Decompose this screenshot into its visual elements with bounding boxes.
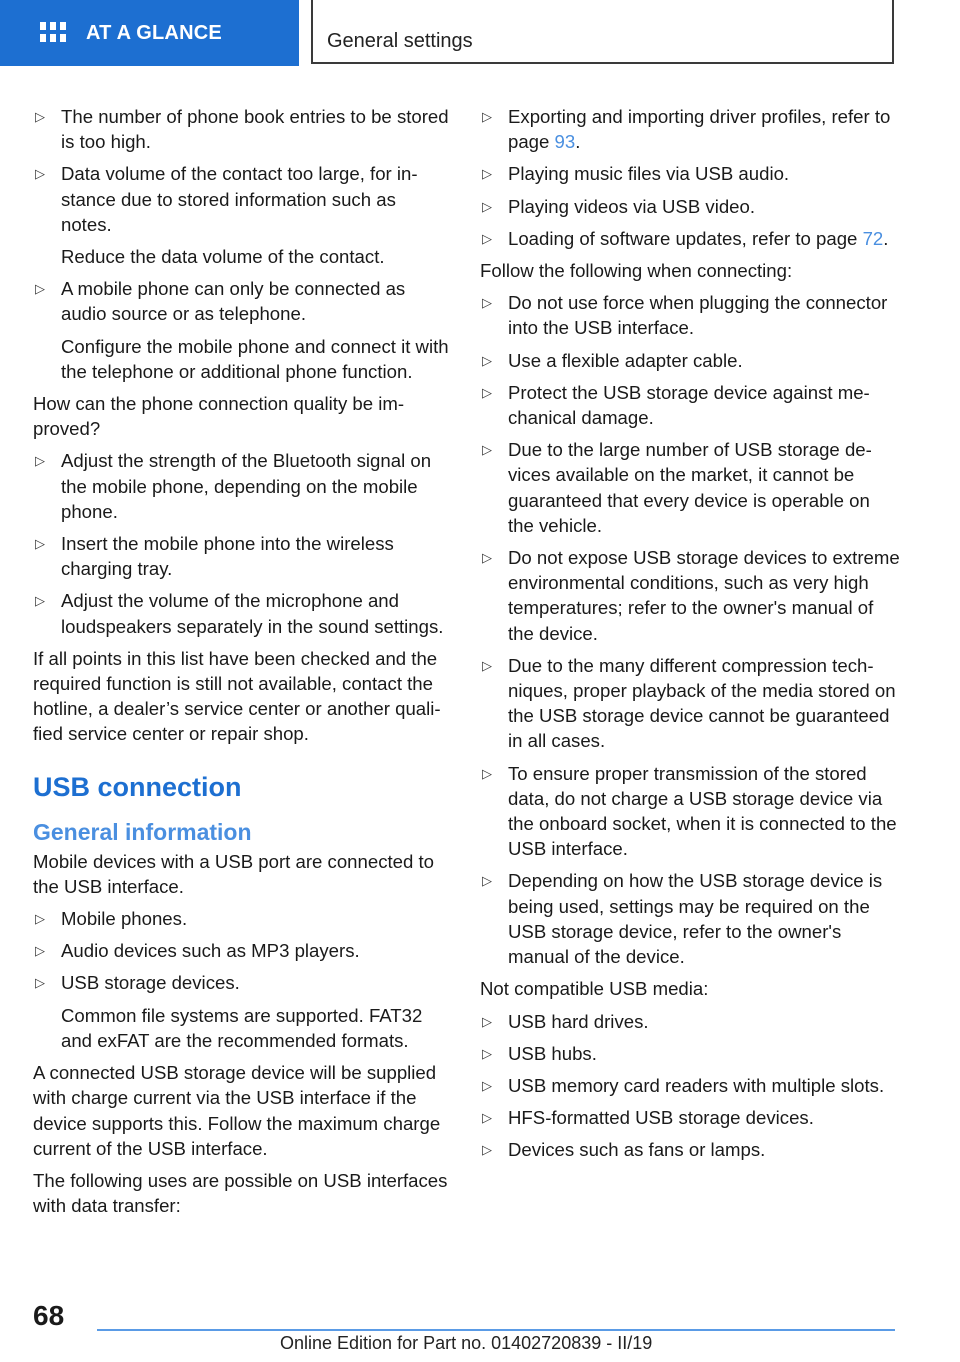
list-item: ▷ Depending on how the USB storage device is being used, settings may be required on the USB storage device, refer to the owner's manual of the device. (482, 870, 883, 968)
paragraph-hotline: If all points in this list have been checked and the required function is still not available, contact the hotline, a dealer’s service center or another qualified service center or repair shop. (33, 647, 441, 745)
triangle-right-icon: ▷ (482, 295, 492, 311)
triangle-right-icon: ▷ (35, 593, 45, 609)
paragraph-not-compatible: Not compatible USB media: (480, 978, 709, 1000)
triangle-right-icon: ▷ (482, 230, 492, 246)
list-item: ▷ The number of phone book entries to be stored is too high. (35, 106, 449, 153)
grid-icon (40, 22, 66, 44)
at-a-glance-tab[interactable] (0, 0, 299, 66)
problem-list (33, 104, 451, 384)
page-link-93[interactable]: 93 (554, 131, 576, 153)
paragraph-charge: A connected USB storage device will be supplied with charge current via the USB interface if the device supports this. Follow the maximum charge current of the USB interface. (33, 1062, 441, 1159)
list-item: ▷ A mobile phone can only be connected as audio source or as telephone. Configure the mobile phone and connect it with the telephone or additional phone function. (33, 276, 451, 384)
paragraph-mobile-devices: Mobile devices with a USB port are connected to the USB interface. (33, 850, 435, 897)
triangle-right-icon: ▷ (35, 911, 45, 927)
triangle-right-icon: ▷ (482, 1110, 492, 1126)
quality-list (33, 448, 451, 638)
list-item: ▷ USB hard drives. (480, 1009, 900, 1034)
list-item: ▷ USB hubs. (480, 1041, 900, 1066)
list-item-note: Common file systems are supported. FAT32 and exFAT are the recommended formats. (61, 1004, 423, 1051)
list-item: ▷ Due to the many different compression techniques, proper playback of the media stored on the USB storage device cannot be guaranteed in all cases. (482, 654, 896, 752)
list-item: ▷ Due to the large number of USB storage devices available on the market, it cannot be guaranteed that every device is operable on the vehicle. (482, 439, 872, 536)
triangle-right-icon: ▷ (482, 166, 492, 182)
triangle-right-icon: ▷ (482, 352, 492, 368)
list-item-note: Configure the mobile phone and connect it with the telephone or additional phone function. (61, 335, 449, 382)
list-item: ▷ Data volume of the contact too large, for instance due to stored information such as notes. Reduce the data volume of the contact. (33, 161, 451, 269)
heading-general-information: General information (33, 818, 252, 845)
triangle-right-icon: ▷ (482, 109, 492, 124)
page-number: 68 (33, 1300, 65, 1331)
paragraph-follow: Follow the following when connecting: (480, 260, 793, 282)
triangle-right-icon: ▷ (35, 166, 45, 182)
right-column (480, 104, 900, 1170)
uses-list (480, 104, 900, 251)
triangle-right-icon: ▷ (482, 765, 492, 781)
list-item: ▷ Exporting and importing driver profiles, refer to page 93. (482, 106, 891, 153)
section-tab[interactable] (311, 0, 894, 64)
triangle-right-icon: ▷ (482, 1077, 492, 1093)
list-item: ▷ Protect the USB storage device against mechanical damage. (482, 381, 870, 429)
triangle-right-icon: ▷ (35, 453, 45, 469)
triangle-right-icon: ▷ (482, 1045, 492, 1061)
connecting-list (480, 290, 900, 969)
list-item: ▷ USB storage devices. Common file systems are supported. FAT32 and exFAT are the recommended formats. (33, 970, 451, 1053)
not-compatible-list (480, 1009, 900, 1163)
list-item: ▷ Do not use force when plugging the connector into the USB interface. (482, 292, 888, 339)
triangle-right-icon: ▷ (482, 1142, 492, 1158)
triangle-right-icon: ▷ (35, 943, 45, 959)
at-a-glance-label: AT A GLANCE (86, 21, 222, 44)
heading-usb-connection: USB connection (33, 771, 242, 802)
triangle-right-icon: ▷ (482, 550, 492, 566)
list-item: ▷ Do not expose USB storage devices to extreme environmental conditions, such as very high temperatures; refer to the owner's manual of the device. (482, 547, 900, 644)
paragraph-quality: How can the phone connection quality be improved? (33, 393, 405, 440)
triangle-right-icon: ▷ (35, 975, 45, 991)
triangle-right-icon: ▷ (482, 198, 492, 214)
section-title: General settings (327, 30, 473, 52)
list-item: ▷ Adjust the volume of the microphone and loudspeakers separately in the sound settings. (35, 590, 444, 637)
list-item: ▷ Playing music files via USB audio. (480, 161, 900, 186)
list-item-note: Reduce the data volume of the contact. (61, 246, 385, 268)
list-item: ▷ Loading of software updates, refer to page 72. (480, 226, 900, 251)
list-item: ▷ Mobile phones. (33, 906, 451, 931)
list-item: ▷ Playing videos via USB video. (480, 194, 900, 219)
triangle-right-icon: ▷ (482, 1013, 492, 1029)
list-item: ▷ To ensure proper transmission of the stored data, do not charge a USB storage device via the onboard socket, when it is connected to the USB interface. (482, 762, 897, 860)
list-item: ▷ HFS-formatted USB storage devices. (480, 1105, 900, 1130)
list-item: ▷ Use a flexible adapter cable. (480, 348, 900, 373)
list-item: ▷ Devices such as fans or lamps. (480, 1137, 900, 1162)
triangle-right-icon: ▷ (35, 536, 45, 552)
page-header (0, 0, 960, 66)
footer-edition: Online Edition for Part no. 01402720839 - II/19 (280, 1333, 653, 1353)
triangle-right-icon: ▷ (482, 442, 492, 458)
paragraph-uses: The following uses are possible on USB interfaces with data transfer: (33, 1169, 448, 1217)
list-item: ▷ Insert the mobile phone into the wireless charging tray. (35, 533, 394, 580)
triangle-right-icon: ▷ (482, 873, 492, 889)
device-list (33, 906, 451, 1053)
triangle-right-icon: ▷ (482, 384, 492, 400)
page-link-72[interactable]: 72 (862, 227, 884, 249)
triangle-right-icon: ▷ (35, 109, 45, 124)
footer-divider (97, 1329, 895, 1331)
triangle-right-icon: ▷ (35, 281, 45, 297)
left-column (33, 104, 451, 1225)
list-item: ▷ USB memory card readers with multiple slots. (480, 1073, 900, 1098)
list-item: ▷ Adjust the strength of the Bluetooth signal on the mobile phone, depending on the mobile phone. (35, 450, 432, 522)
list-item: ▷ Audio devices such as MP3 players. (33, 938, 451, 963)
triangle-right-icon: ▷ (482, 657, 492, 673)
